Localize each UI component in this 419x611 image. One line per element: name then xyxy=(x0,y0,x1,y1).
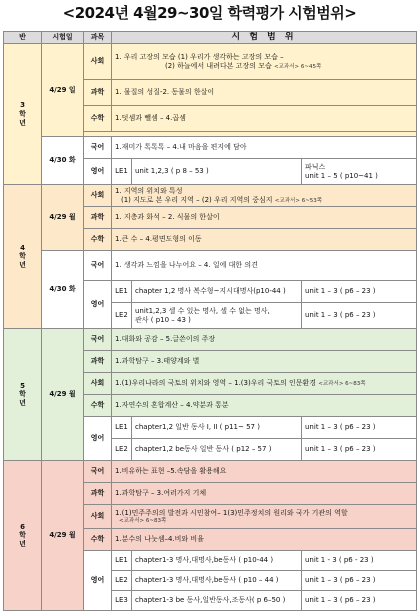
subject-label: 수학 xyxy=(84,106,112,132)
reference-cell: unit 1 – 3 ( p6 – 23 ) xyxy=(302,417,417,439)
reference-cell: unit 1 – 3 ( p6 – 23 ) xyxy=(302,591,417,611)
class-tag: LE1 xyxy=(112,417,132,439)
header-grade: 반 xyxy=(4,32,42,44)
reference-cell: unit 1 – 3 ( p6 – 23 ) xyxy=(302,439,417,461)
subject-label: 국어 xyxy=(84,251,112,281)
reference-cell: unit 1 – 3 ( p6 – 23 ) xyxy=(302,281,417,303)
class-tag: LE2 xyxy=(112,303,132,329)
table-row xyxy=(4,461,417,483)
scope-cell: chapter1-3 명사,대명사,be동사 ( p10 – 44 ) xyxy=(132,571,302,591)
subject-label: 과학 xyxy=(84,483,112,505)
scope-cell: 1. 지역의 위치와 특성 (1) 지도로 본 우리 지역 – (2) 우리 지역의 중심지 <교과서> 6~53쪽 xyxy=(112,185,417,207)
scope-cell: 1.큰 수 – 4.평면도형의 이동 xyxy=(112,229,417,251)
reference-cell: unit 1 - 3 ( p6 - 23 ) xyxy=(302,551,417,571)
subject-label: 국어 xyxy=(84,137,112,159)
subject-label: 영어 xyxy=(84,159,112,185)
scope-cell: 1.비유하는 표현 –5.속담을 활용해요 xyxy=(112,461,417,483)
subject-label: 사회 xyxy=(84,505,112,529)
scope-cell: chapter1,2 일반 동사 I, II ( p11~ 57 ) xyxy=(132,417,302,439)
header-scope: 시 험 범 위 xyxy=(112,32,417,44)
subject-label: 수학 xyxy=(84,229,112,251)
header-row xyxy=(4,32,417,44)
scope-cell: chapter1-3 be 동사,일반동사,조동사( p 6–50 ) xyxy=(132,591,302,611)
page-title: <2024년 4월29~30일 학력평가 시험범위> xyxy=(62,4,357,22)
scope-cell: 1.덧셈과 뺄셈 – 4.곱셈 xyxy=(112,106,417,132)
grade-6-label: 6 학 년 xyxy=(4,461,42,611)
scope-cell: 1.재미가 톡톡톡 – 4.내 마음을 편지에 담아 xyxy=(112,137,417,159)
class-tag: LE2 xyxy=(112,439,132,461)
scope-cell: 1.(1)민주주의의 발전과 시민참여– 1(3)민주정치의 원리와 국가 기관의 역할 <교과서> 6~83쪽 xyxy=(112,505,417,529)
reference-cell: 파닉스 unit 1 – 5 ( p10~41 ) xyxy=(302,159,417,185)
subject-label: 사회 xyxy=(84,373,112,395)
grade-5-date: 4/29 월 xyxy=(42,329,84,461)
subject-label: 영어 xyxy=(84,551,112,611)
subject-label: 과학 xyxy=(84,80,112,106)
subject-label: 영어 xyxy=(84,281,112,329)
scope-cell: 1.(1)우리나라의 국토의 위치와 영역 – 1.(3)우리 국토의 인문환경 <교과서> 6~83쪽 xyxy=(112,373,417,395)
table-row xyxy=(4,185,417,207)
grade-4-date1: 4/29 월 xyxy=(42,185,84,251)
scope-cell: 1.자연수의 혼합계산 – 4.약분과 통분 xyxy=(112,395,417,417)
scope-cell: 1. 생각과 느낌을 나누어요 – 4. 일에 대한 의견 xyxy=(112,251,417,281)
table-row xyxy=(4,44,417,80)
scope-cell: 1. 우리 고장의 모습 (1) 우리가 생각하는 고장의 모습 – (2) 하늘에서 내려다본 고장의 모습 <교과서> 6~45쪽 xyxy=(112,44,417,80)
class-tag: LE1 xyxy=(112,551,132,571)
table-row xyxy=(4,251,417,281)
scope-cell: 1. 지층과 화석 – 2. 식물의 한살이 xyxy=(112,207,417,229)
scope-cell: chapter 1,2 명사 복수형~지시대명사(p10-44 ) xyxy=(132,281,302,303)
scope-cell: unit 1,2,3 ( p 8 – 53 ) xyxy=(132,159,302,185)
grade-4-date2: 4/30 화 xyxy=(42,251,84,329)
class-tag: LE1 xyxy=(112,281,132,303)
header-subject: 과목 xyxy=(84,32,112,44)
grade-4-label: 4 학 년 xyxy=(4,185,42,329)
scope-cell: 1.과학탐구 – 3.태양계와 별 xyxy=(112,351,417,373)
reference-cell: unit 1 – 3 ( p6 – 23 ) xyxy=(302,303,417,329)
table-row xyxy=(4,329,417,351)
scope-cell: 1.분수의 나눗셈–4.비와 비율 xyxy=(112,529,417,551)
header-date: 시험일 xyxy=(42,32,84,44)
scope-cell: chapter1-3 명사,대명사,be동사 ( p10-44 ) xyxy=(132,551,302,571)
subject-label: 영어 xyxy=(84,417,112,461)
subject-label: 국어 xyxy=(84,461,112,483)
class-tag: LE1 xyxy=(112,159,132,185)
subject-label: 사회 xyxy=(84,44,112,80)
grade-3-label: 3 학 년 xyxy=(4,44,42,185)
subject-label: 수학 xyxy=(84,395,112,417)
grade-3-date2: 4/30 화 xyxy=(42,137,84,185)
schedule-table xyxy=(3,31,417,611)
scope-cell: 1.과학탐구 – 3.여러가지 기체 xyxy=(112,483,417,505)
grade-3-date1: 4/29 일 xyxy=(42,44,84,137)
subject-label: 과학 xyxy=(84,207,112,229)
scope-cell: 1. 물질의 성질-2. 동물의 한살이 xyxy=(112,80,417,106)
class-tag: LE3 xyxy=(112,591,132,611)
scope-cell: 1.대화와 공감 – 5.글쓴이의 주장 xyxy=(112,329,417,351)
subject-label: 수학 xyxy=(84,529,112,551)
reference-cell: unit 1 – 3 ( p6 – 23 ) xyxy=(302,571,417,591)
subject-label: 국어 xyxy=(84,329,112,351)
table-row xyxy=(4,137,417,159)
grade-6-date: 4/29 월 xyxy=(42,461,84,611)
scope-cell: chapter1,2 be동사 일반 동사 ( p12 – 57 ) xyxy=(132,439,302,461)
subject-label: 사회 xyxy=(84,185,112,207)
subject-label: 과학 xyxy=(84,351,112,373)
grade-5-label: 5 학 년 xyxy=(4,329,42,461)
class-tag: LE2 xyxy=(112,571,132,591)
scope-cell: unit1,2,3 셀 수 있는 명사, 셀 수 없는 명사, 관사 ( p10 – 43 ) xyxy=(132,303,302,329)
